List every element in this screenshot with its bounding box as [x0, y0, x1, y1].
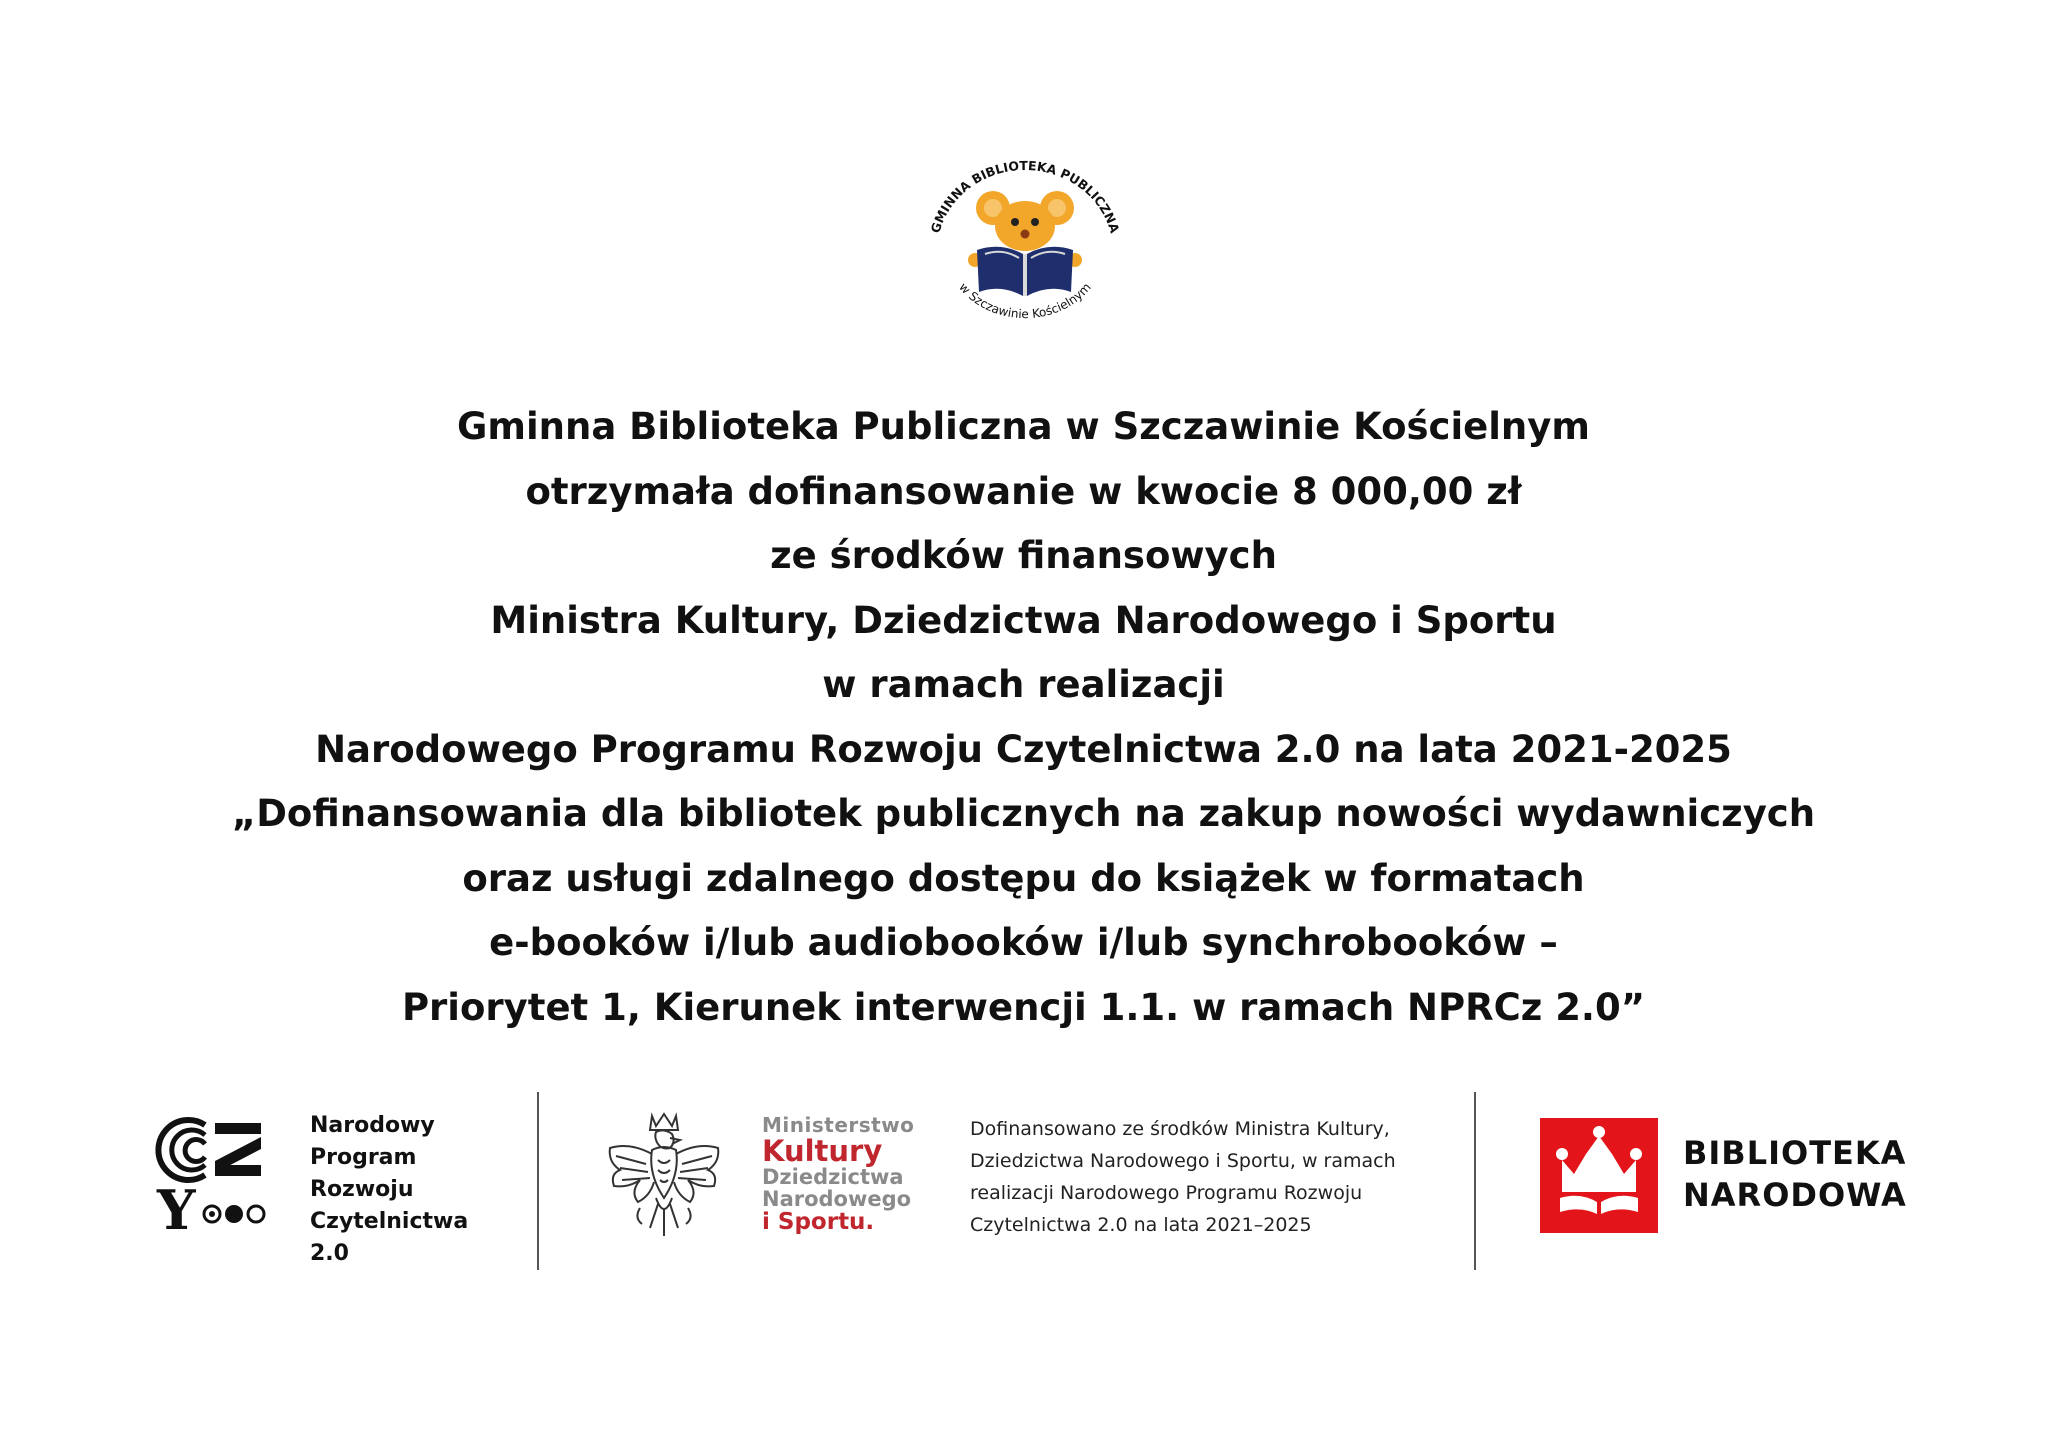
nprcz-logo: [155, 1115, 275, 1235]
announcement: [0, 395, 2047, 1040]
nprcz-logo-icon: [155, 1115, 275, 1235]
announcement-line-10: Priorytet 1, Kierunek interwencji 1.1. w ramach NPRCz 2.0”: [401, 985, 1646, 1029]
bn-line-1: BIBLIOTEKA: [1683, 1134, 1907, 1172]
nprcz-line-1: Narodowy: [310, 1113, 435, 1138]
library-logo: [915, 150, 1135, 335]
ministry-line-5: i Sportu.: [762, 1209, 875, 1235]
announcement-line-2: otrzymała dofinansowanie w kwocie 8 000,00 zł: [525, 469, 1522, 513]
ministry-line-4: Narodowego: [762, 1187, 912, 1211]
announcement-line-1: Gminna Biblioteka Publiczna w Szczawinie Kościelnym: [457, 405, 1590, 448]
ministry-line-1: Ministerstwo: [762, 1113, 915, 1137]
polish-eagle-emblem: [600, 1108, 728, 1246]
biblioteka-narodowa-logo: [1540, 1118, 1658, 1233]
announcement-line-7: „Dofinansowania dla bibliotek publicznych na zakup nowości wydawniczych: [231, 792, 1816, 835]
funding-line-3: realizacji Narodowego Programu Rozwoju: [970, 1182, 1363, 1204]
funding-line-4: Czytelnictwa 2.0 na lata 2021–2025: [970, 1214, 1312, 1236]
mouse-reading-book-icon: [915, 150, 1135, 335]
nprcz-line-5: 2.0: [310, 1241, 349, 1266]
nprcz-line-4: Czytelnictwa: [310, 1209, 469, 1234]
crown-book-icon: [1540, 1118, 1658, 1233]
announcement-line-9: e-booków i/lub audiobooków i/lub synchrobooków –: [489, 921, 1558, 964]
funding-line-1: Dofinansowano ze środków Ministra Kultury,: [970, 1118, 1390, 1140]
footer-divider-2: [1474, 1092, 1476, 1270]
funding-statement: [970, 1113, 1396, 1241]
nprcz-line-3: Rozwoju: [310, 1177, 414, 1202]
announcement-line-8: oraz usługi zdalnego dostępu do książek w formatach: [462, 856, 1585, 900]
nprcz-text: [310, 1110, 468, 1270]
footer-divider-1: [537, 1092, 539, 1270]
logo-arc-bottom-text: w Szczawinie Kościelnym: [956, 280, 1094, 322]
nprcz-line-2: Program: [310, 1145, 417, 1170]
biblioteka-narodowa-text: [1683, 1132, 1907, 1216]
ministry-line-2: Kultury: [762, 1134, 883, 1168]
bn-line-2: NARODOWA: [1683, 1176, 1907, 1214]
polish-eagle-emblem-icon: [600, 1108, 728, 1246]
announcement-line-6: Narodowego Programu Rozwoju Czytelnictwa 2.0 na lata 2021-2025: [315, 727, 1732, 771]
announcement-line-4: Ministra Kultury, Dziedzictwa Narodowego i Sportu: [490, 598, 1557, 642]
svg-text:Y: Y: [157, 1178, 196, 1235]
ministry-logo-text: [762, 1115, 914, 1234]
announcement-line-3: ze środków finansowych: [770, 534, 1277, 577]
announcement-line-5: w ramach realizacji: [822, 663, 1225, 706]
funding-line-2: Dziedzictwa Narodowego i Sportu, w ramach: [970, 1150, 1396, 1172]
ministry-line-3: Dziedzictwa: [762, 1165, 904, 1189]
logo-arc-top-text: GMINNA BIBLIOTEKA PUBLICZNA: [927, 157, 1123, 235]
